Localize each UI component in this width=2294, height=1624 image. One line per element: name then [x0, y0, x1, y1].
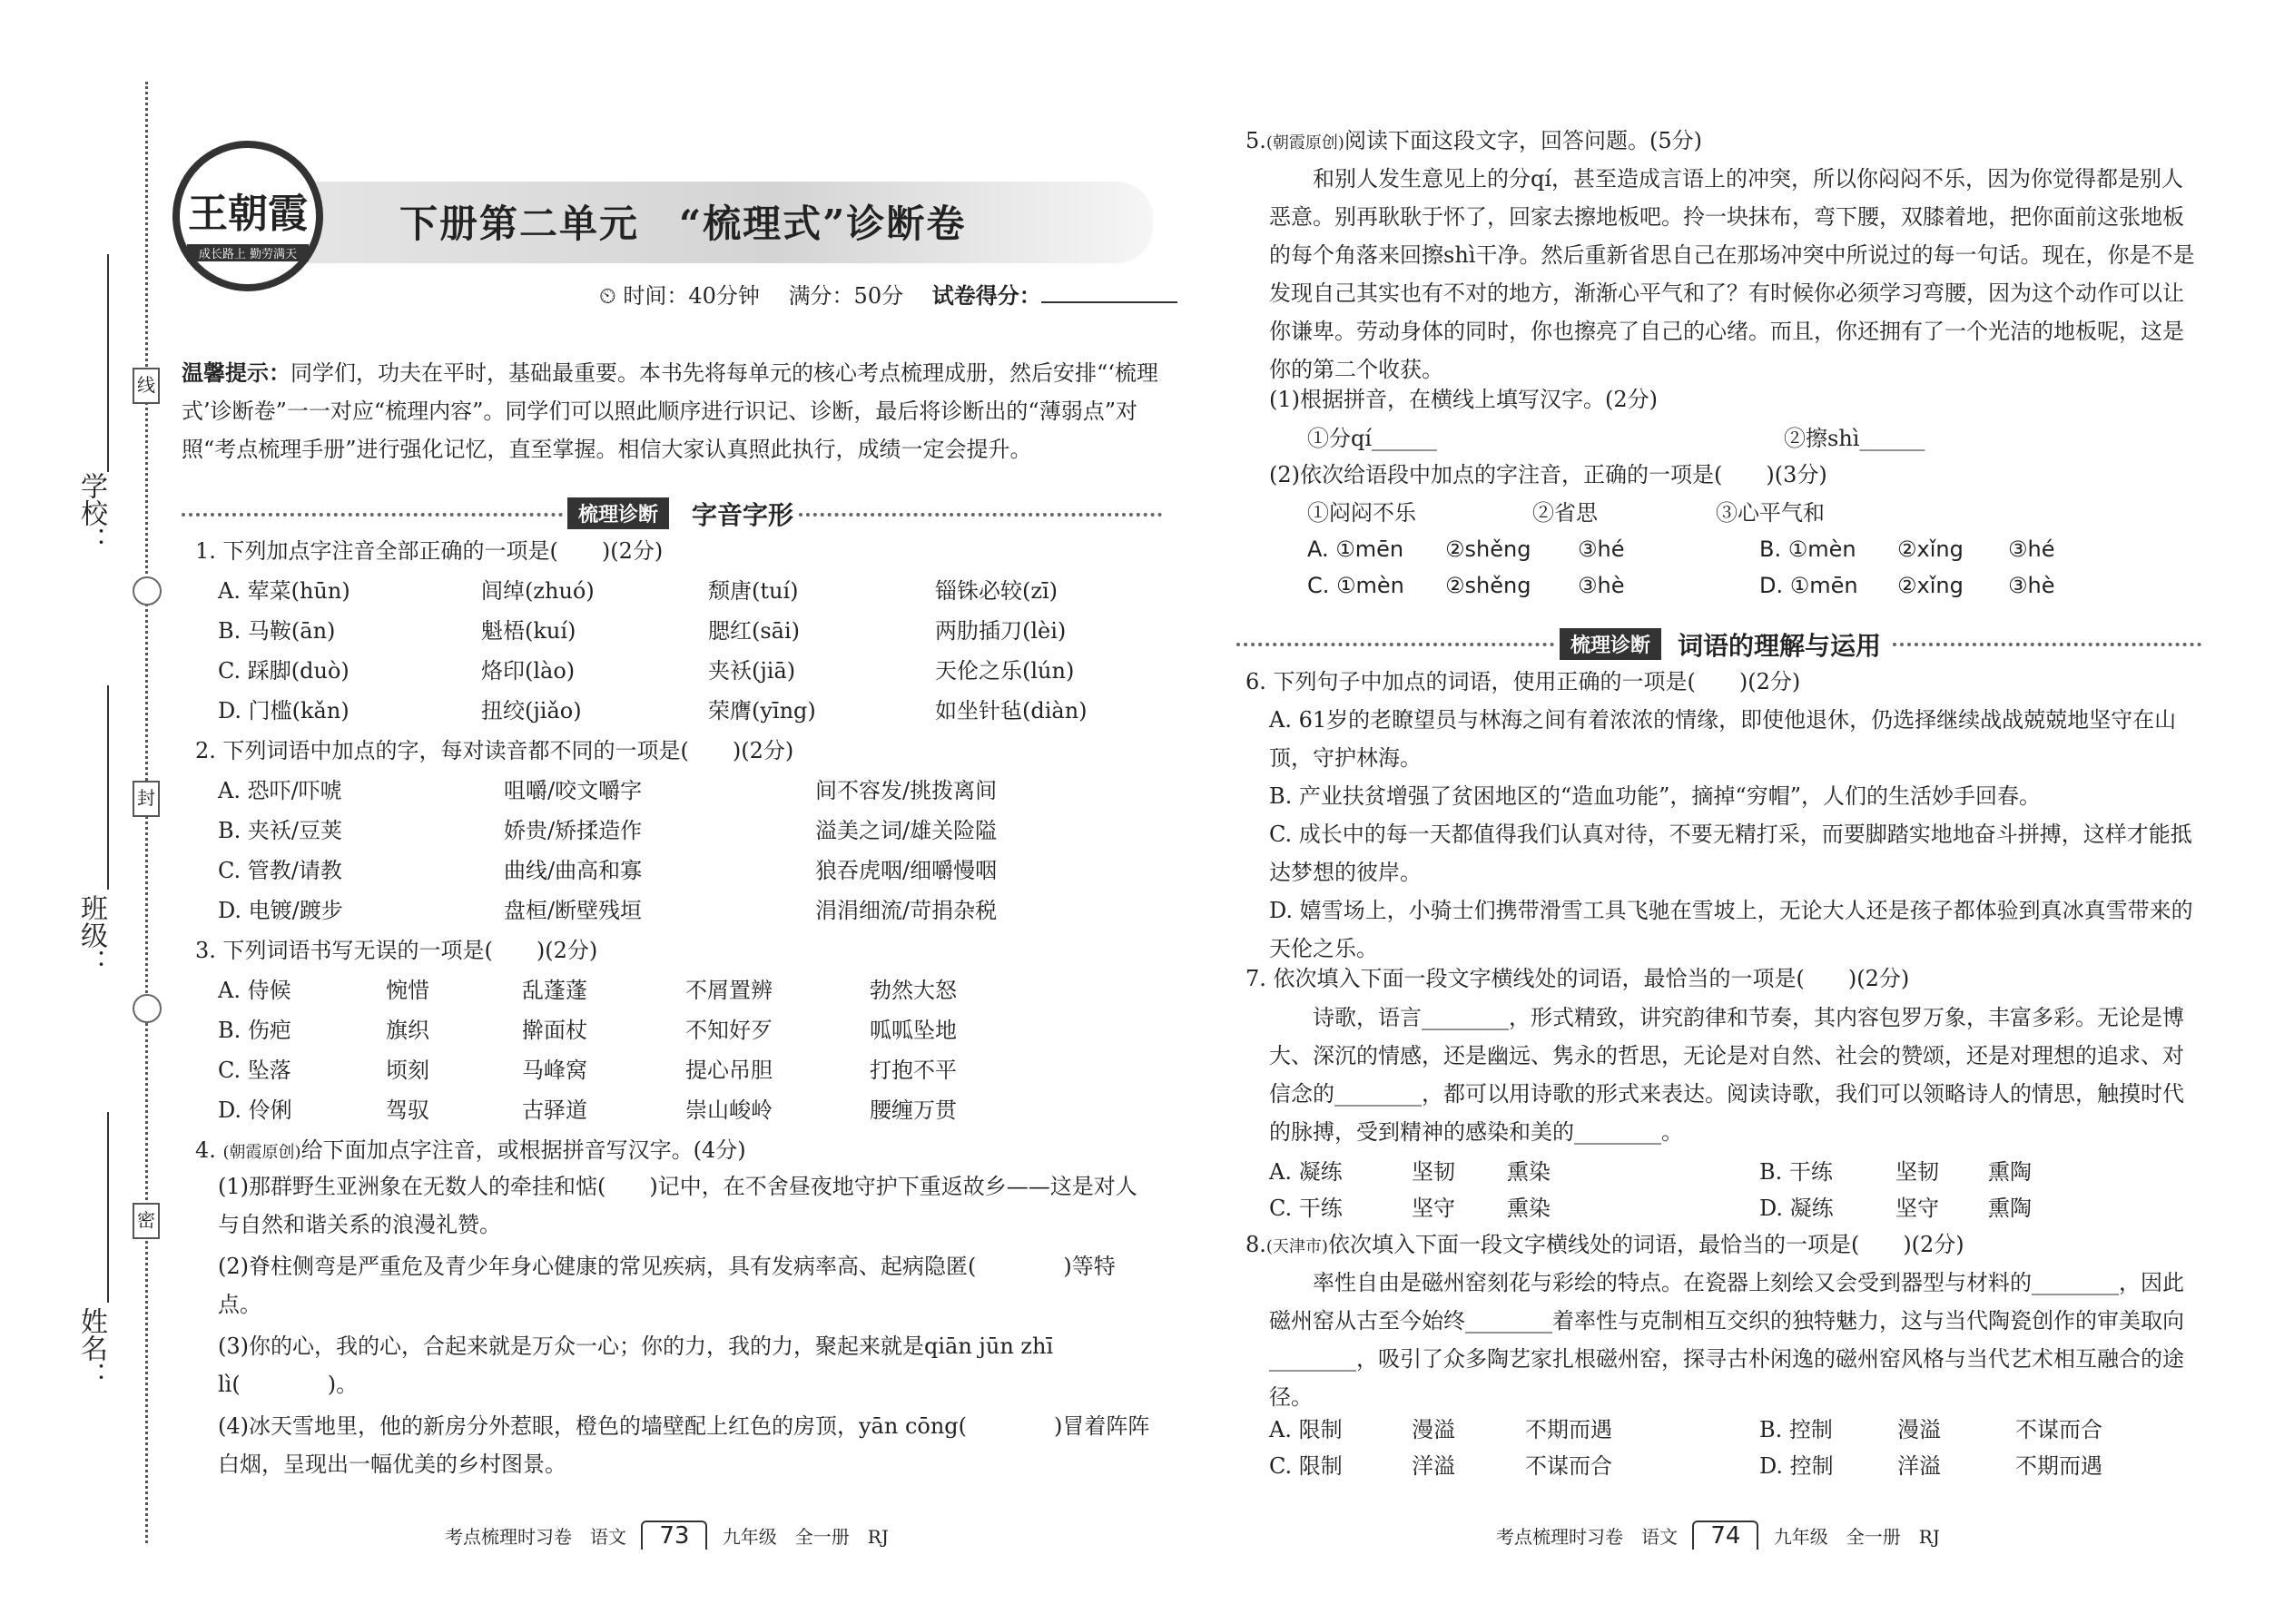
question-text: 阅读下面这段文字，回答问题。(5分) — [1344, 128, 1702, 153]
question-5-stem — [1245, 127, 1702, 155]
q1-word: 扭绞(jiǎo) — [481, 698, 582, 723]
question-source: (天津市) — [1265, 1237, 1328, 1256]
q8-option-part: 不期而遇 — [1525, 1417, 1612, 1442]
binding-mark: 封 — [133, 781, 160, 817]
question-text: 给下面加点字注音，或根据拼音写汉字。(4分) — [300, 1137, 746, 1163]
footer-text: 考点梳理时习卷 语文 — [445, 1526, 626, 1548]
q8-option-part: 不谋而合 — [1525, 1453, 1612, 1479]
question-7-stem: 7. 依次填入下面一段文字横线处的词语，最恰当的一项是( )(2分) — [1245, 966, 1910, 991]
question-1-stem: 1. 下列加点字注音全部正确的一项是( )(2分) — [195, 538, 664, 564]
question-source: (朝霞原创) — [1265, 133, 1344, 153]
binding-mark: 线 — [133, 368, 160, 404]
q5-option: B. ①mèn — [1759, 536, 1856, 562]
q2-option: D. 电镀/踱步 — [218, 898, 343, 923]
school-label: 学校： — [75, 472, 107, 554]
q8-option-part: 不谋而合 — [2015, 1417, 2102, 1442]
binding-hole — [133, 994, 162, 1023]
section-divider — [182, 513, 563, 517]
q7-option-part: 坚守 — [1895, 1196, 1939, 1221]
class-line — [107, 685, 109, 890]
q5-option-part: ②xǐng — [1897, 536, 1964, 562]
q7-option-part: 熏染 — [1507, 1159, 1551, 1185]
q5-sub2: (2)依次给语段中加点的字注音，正确的一项是( )(3分) — [1269, 462, 1827, 487]
q7-option-part: 熏陶 — [1988, 1196, 2032, 1221]
section-divider — [1236, 643, 1554, 646]
q7-option-part: 熏陶 — [1988, 1159, 2032, 1185]
q8-option-part: 不期而遇 — [2015, 1453, 2102, 1479]
q5-option-part: ②shěng — [1445, 536, 1531, 562]
question-2-stem: 2. 下列词语中加点的字，每对读音都不同的一项是( )(2分) — [195, 738, 794, 763]
q3-word: 乱蓬蓬 — [522, 978, 587, 1003]
q8-option: A. 限制 — [1269, 1417, 1343, 1442]
q2-word: 溢美之词/雄关险隘 — [815, 818, 998, 843]
q1-word: 荣膺(yīng) — [708, 698, 816, 723]
q2-option: C. 管教/请教 — [218, 858, 342, 883]
section-divider — [1893, 643, 2201, 646]
q5-option: D. ①mēn — [1759, 573, 1858, 598]
q3-word: 不知好歹 — [685, 1018, 773, 1043]
q5-sub1-b: ②擦shì______ — [1784, 426, 1925, 451]
tip-text: 同学们，功夫在平时，基础最重要。本书先将每单元的核心考点梳理成册，然后安排“‘梳理式’诊断卷”一一对应“梳理内容”。同学们可以照此顺序进行识记、诊断，最后将诊断出的“薄弱点”对照“考点梳理手册”进行强化记忆，直至掌握。相信大家认真照此执行，成绩一定会提升。 — [182, 360, 1158, 462]
q3-option: B. 伤疤 — [218, 1018, 291, 1043]
q5-option-part: ③hè — [2008, 573, 2055, 598]
page-number: 74 — [1692, 1521, 1758, 1550]
exam-time: 时间：40分钟 — [623, 283, 760, 309]
question-8-stem — [1245, 1231, 1964, 1259]
q1-option: B. 马鞍(ān) — [218, 618, 336, 644]
class-label: 班级： — [75, 894, 107, 976]
q3-option: A. 侍候 — [218, 978, 291, 1003]
question-3-stem: 3. 下列词语书写无误的一项是( )(2分) — [195, 938, 598, 963]
binding-hole — [133, 576, 162, 605]
q5-option-part: ③hè — [1578, 573, 1625, 598]
q6-option-c: C. 成长中的每一天都值得我们认真对待，不要无精打采，而要脚踏实地地奋斗拼搏，这样才能抵达梦想的彼岸。 — [1269, 822, 2192, 885]
q1-word: 如坐针毡(diàn) — [935, 698, 1088, 723]
q2-word: 曲线/曲高和寡 — [504, 858, 643, 883]
q3-word: 擀面杖 — [522, 1018, 587, 1043]
footer-text: 九年级 全一册 RJ — [1773, 1526, 1940, 1548]
q7-option: D. 凝练 — [1759, 1196, 1834, 1221]
q1-word: 夹袄(jiā) — [708, 658, 796, 684]
score-field[interactable] — [1041, 301, 1177, 303]
question-text: 依次填入下面一段文字横线处的词语，最恰当的一项是( )(2分) — [1327, 1232, 1964, 1257]
question-number: 5. — [1245, 128, 1266, 153]
q7-option-part: 坚守 — [1412, 1196, 1455, 1221]
q1-word: 闾绰(zhuó) — [481, 578, 595, 604]
q2-word: 狼吞虎咽/细嚼慢咽 — [815, 858, 998, 883]
q7-option: B. 干练 — [1759, 1159, 1833, 1185]
q1-word: 颓唐(tuí) — [708, 578, 799, 604]
binding-mark: 密 — [133, 1203, 160, 1239]
q2-option: B. 夹袄/豆荚 — [218, 818, 342, 843]
q1-option: C. 踩脚(duò) — [218, 658, 350, 684]
q3-word: 顷刻 — [386, 1058, 429, 1083]
publisher-logo — [172, 141, 323, 291]
q5-option: A. ①mēn — [1307, 536, 1404, 562]
section-tag: 梳理诊断 — [1560, 628, 1661, 660]
q2-word: 间不容发/挑拨离间 — [815, 778, 998, 803]
q3-word: 惋惜 — [386, 978, 429, 1003]
q1-word: 锱铢必较(zī) — [935, 578, 1058, 604]
q7-passage: 诗歌，语言________，形式精致，讲究韵律和节奏，其内容包罗万象，丰富多彩。无论是博大、深沉的情感，还是幽远、隽永的哲思，无论是对自然、社会的赞颂，还是对理想的追求、对信念的________，都可以用诗歌的形式来表达。阅读诗歌，我们可以领略诗人的情思，触摸时代的脉搏，受到精神的感染和美的________。 — [1269, 1005, 2184, 1145]
section-title: 字音字形 — [692, 500, 794, 530]
q3-word: 提心吊胆 — [685, 1058, 773, 1083]
school-line — [107, 254, 109, 472]
question-number: 8. — [1245, 1232, 1266, 1257]
q2-word: 咀嚼/咬文嚼字 — [504, 778, 643, 803]
q5-word: ①闷闷不乐 — [1307, 500, 1416, 526]
footer-right — [1496, 1521, 1940, 1550]
q4-item-2: (2)脊柱侧弯是严重危及青少年身心健康的常见疾病，具有发病率高、起病隐匿( )等特点。 — [218, 1254, 1116, 1317]
q5-sub1-a: ①分qí______ — [1307, 426, 1438, 451]
q5-passage: 和别人发生意见上的分qí，甚至造成言语上的冲突，所以你闷闷不乐，因为你觉得都是别人恶意。别再耿耿于怀了，回家去擦地板吧。拎一块抹布，弯下腰，双膝着地，把你面前这张地板的每个角落来回擦shì干净。然后重新省思自己在那场冲突中所说过的每一句话。现在，你是不是发现自己其实也有不对的地方，渐渐心平气和了？有时候你必须学习弯腰，因为这个动作可以让你谦卑。劳动身体的同时，你也擦亮了自己的心绪。而且，你还拥有了一个光洁的地板呢，这是你的第二个收获。 — [1269, 166, 2195, 382]
q2-word: 盘桓/断壁残垣 — [504, 898, 643, 923]
page-number: 73 — [641, 1521, 707, 1550]
q5-word: ③心平气和 — [1716, 500, 1825, 526]
page-title: 下册第二单元 “梳理式”诊断卷 — [399, 202, 967, 246]
q3-option: D. 伶俐 — [218, 1097, 292, 1123]
q5-option-part: ③hé — [1578, 536, 1625, 562]
q8-option-part: 漫溢 — [1897, 1417, 1941, 1442]
exam-score: 满分：50分 — [788, 283, 904, 309]
logo-subtext: 成长路上 勤劳满天 — [187, 244, 309, 261]
section-tag: 梳理诊断 — [567, 497, 669, 529]
q2-option: A. 恐吓/吓唬 — [218, 778, 342, 803]
q8-passage: 率性自由是磁州窑刻花与彩绘的特点。在瓷器上刻绘又会受到器型与材料的________，因此磁州窑从古至今始终________着率性与克制相互交织的独特魅力，这与当代陶瓷创作的审美取向________，吸引了众多陶艺家扎根磁州窑，探寻古朴闲逸的磁州窑风格与当代艺术相互融合的途径。 — [1269, 1270, 2184, 1410]
q6-option-b: B. 产业扶贫增强了贫困地区的“造血功能”，摘掉“穷帽”，人们的生活妙手回春。 — [1269, 783, 2041, 809]
q3-word: 旗织 — [386, 1018, 429, 1043]
exam-info — [599, 281, 1177, 310]
q2-word: 娇贵/矫揉造作 — [504, 818, 643, 843]
q7-option-part: 熏染 — [1507, 1196, 1551, 1221]
q3-word: 不屑置辨 — [685, 978, 773, 1003]
q5-option-part: ②xǐng — [1897, 573, 1964, 598]
tip-label: 温馨提示： — [182, 359, 290, 386]
q8-option: B. 控制 — [1759, 1417, 1833, 1442]
q1-word: 腮红(sāi) — [708, 618, 801, 644]
question-4-stem: 4. (朝霞原创)给下面加点字注音，或根据拼音写汉字。(4分) — [195, 1137, 746, 1163]
q2-word: 涓涓细流/苛捐杂税 — [815, 898, 998, 923]
q4-item-4: (4)冰天雪地里，他的新房分外惹眼，橙色的墙壁配上红色的房顶，yān cōng( )冒着阵阵白烟，呈现出一幅优美的乡村图景。 — [218, 1413, 1150, 1477]
q1-word: 烙印(lào) — [481, 658, 576, 684]
footer-text: 九年级 全一册 RJ — [722, 1526, 889, 1548]
q7-option: C. 干练 — [1269, 1196, 1343, 1221]
q6-option-d: D. 嬉雪场上，小骑士们携带滑雪工具飞驰在雪坡上，无论大人还是孩子都体验到真冰真雪带来的天伦之乐。 — [1269, 898, 2193, 961]
q8-option: C. 限制 — [1269, 1453, 1343, 1479]
q4-item-3: (3)你的心，我的心，合起来就是万众一心；你的力，我的力，聚起来就是qiān jūn zhī lì( )。 — [218, 1334, 1054, 1397]
q1-option: D. 门槛(kǎn) — [218, 698, 350, 723]
name-line — [107, 1112, 109, 1303]
q1-word: 魁梧(kuí) — [481, 618, 576, 644]
q6-option-a: A. 61岁的老瞭望员与林海之间有着浓浓的情缘，即使他退休，仍选择继续战战兢兢地坚守在山顶，守护林海。 — [1269, 707, 2177, 771]
q5-option-part: ③hé — [2008, 536, 2055, 562]
q3-word: 打抱不平 — [870, 1058, 957, 1083]
q7-option-part: 坚韧 — [1412, 1159, 1455, 1185]
q5-sub1: (1)根据拼音，在横线上填写汉字。(2分) — [1269, 387, 1658, 412]
q3-word: 崇山峻岭 — [685, 1097, 773, 1123]
q5-option: C. ①mèn — [1307, 573, 1404, 598]
q5-option-part: ②shěng — [1445, 573, 1531, 598]
q3-word: 勃然大怒 — [870, 978, 957, 1003]
q1-option: A. 荤菜(hūn) — [218, 578, 350, 604]
q3-word: 古驿道 — [522, 1097, 587, 1123]
question-source: (朝霞原创) — [222, 1143, 301, 1162]
tip-block — [182, 354, 1162, 468]
q8-option-part: 洋溢 — [1412, 1453, 1455, 1479]
q8-option-part: 洋溢 — [1897, 1453, 1941, 1479]
q3-word: 驾驭 — [386, 1097, 429, 1123]
q5-word: ②省思 — [1532, 500, 1598, 526]
q7-option: A. 凝练 — [1269, 1159, 1343, 1185]
footer-text: 考点梳理时习卷 语文 — [1496, 1526, 1678, 1548]
q8-option: D. 控制 — [1759, 1453, 1834, 1479]
name-label: 姓名： — [75, 1307, 107, 1389]
q7-option-part: 坚韧 — [1895, 1159, 1939, 1185]
q1-word: 天伦之乐(lún) — [935, 658, 1075, 684]
q3-word: 呱呱坠地 — [870, 1018, 957, 1043]
q3-word: 马峰窝 — [522, 1058, 587, 1083]
section-title: 词语的理解与运用 — [1678, 631, 1882, 661]
logo-text: 王朝霞 — [188, 191, 308, 237]
q3-word: 腰缠万贯 — [870, 1097, 957, 1123]
q8-option-part: 漫溢 — [1412, 1417, 1455, 1442]
clock-icon: ⏲ — [599, 283, 616, 309]
section-divider — [799, 513, 1162, 517]
footer-left — [445, 1521, 889, 1550]
q4-item-1: (1)那群野生亚洲象在无数人的牵挂和惦( )记中，在不舍昼夜地守护下重返故乡——这是对人与自然和谐关系的浪漫礼赞。 — [218, 1174, 1137, 1237]
q3-option: C. 坠落 — [218, 1058, 291, 1083]
q1-word: 两肋插刀(lèi) — [935, 618, 1067, 644]
score-label: 试卷得分： — [931, 282, 1041, 309]
question-6-stem: 6. 下列句子中加点的词语，使用正确的一项是( )(2分) — [1245, 669, 1801, 694]
